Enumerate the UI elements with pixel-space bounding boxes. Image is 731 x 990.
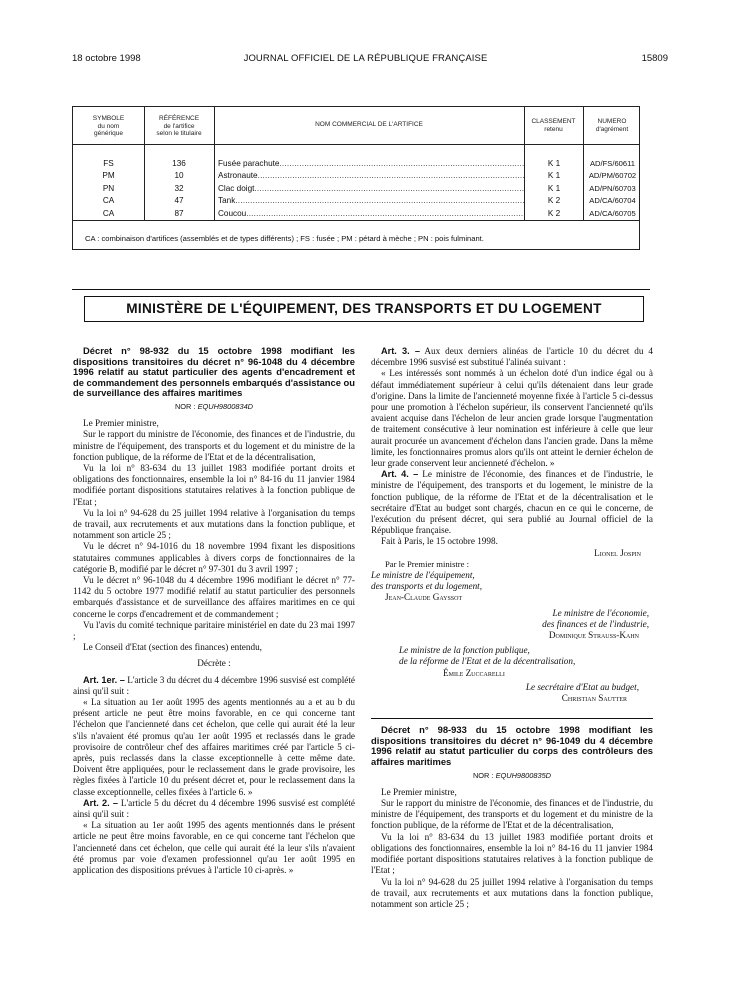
- paragraph: Vu la loi n° 94-628 du 25 juillet 1994 relative à l'organisation du temps de travail, aux recrutements et aux mutations dans la fonction publique, et notamment son article 25 ;: [73, 507, 355, 541]
- article-4: Art. 4. – Le ministre de l'économie, des finances et de l'industrie, le ministre de l'équipement, des transports et du logement, le ministre de la fonction publique, de la réforme de l'Etat et de la décentralisation et le secrétaire d'Etat au budget sont chargés, chacun en ce qui le concerne, de l'exécution du présent décret, qui sera publié au Journal officiel de la République française.: [371, 469, 653, 536]
- minister-economie: Le ministre de l'économie, des finances et de l'industrie,: [542, 607, 649, 629]
- table-cell-nom: Coucou .....: [218, 209, 524, 220]
- table-cell-ref: 87: [174, 209, 184, 218]
- paragraph: Le Premier ministre,: [83, 418, 159, 429]
- article-1: Art. 1er. – L'article 3 du décret du 4 décembre 1996 susvisé est complété ainsi qu'il suit :: [73, 674, 355, 696]
- right-column: [371, 346, 653, 910]
- paragraph: Vu la loi n° 94-628 du 25 juillet 1994 relative à l'organisation du temps de travail, aux recrutements et aux mutations dans la fonction publique, notamment son article 25 ;: [371, 876, 653, 909]
- paragraph: Sur le rapport du ministre de l'économie, des finances et de l'industrie, du ministre de l'équipement, des transports et du logement et du ministre de la fonction publique, de la réforme de l'Etat et de la décentralisation,: [371, 798, 653, 831]
- table-cell-num: AD/PN/60703: [589, 184, 636, 193]
- table-cell-ref: 136: [172, 159, 186, 168]
- page-number: 15809: [641, 53, 668, 64]
- table-cell-cls: K 2: [547, 196, 561, 205]
- header-numero: NUMERO d'agrément: [595, 118, 629, 133]
- table-cell-sym: PN: [102, 184, 115, 193]
- minister-fonction-publique: Le ministre de la fonction publique, de la réforme de l'Etat et de la décentralisation,: [399, 645, 576, 667]
- table-cell-nom: Tank .....: [218, 196, 524, 207]
- table-cell-ref: 32: [174, 184, 184, 193]
- table-cell-nom: Clac doigt .....: [218, 184, 524, 195]
- header-reference: RÉFÉRENCE de l'artifice selon le titulaire: [156, 115, 202, 137]
- decree2-title: Décret n° 98-933 du 15 octobre 1998 modifiant les dispositions transitoires du décret n° 96-1049 du 4 décembre 1996 relatif au statut particulier du corps des contrôleurs des affaires maritimes: [371, 724, 653, 768]
- decree1-title: Décret n° 98-932 du 15 octobre 1998 modifiant les dispositions transitoires du décret n° 96-1048 du 4 décembre 1996 relatif au statut particulier des agents d'encadrement et de commandement des personnels embarqués d'assistance ou de surveillance des affaires maritimes: [73, 345, 356, 399]
- table-cell-sym: FS: [103, 159, 114, 168]
- decree1-nor: NOR : EQUH9800834D: [174, 401, 254, 411]
- artifice-table: [72, 106, 640, 250]
- article-3-quote: « Les intéressés sont nommés à un échelon doté d'un indice égal ou à défaut immédiatement supérieur à celui qu'ils détenaient dans leur grade d'origine. Dans la limite de l'ancienneté moyenne fixée à l'article 5 ci-dessus pour une promotion à l'échelon supérieur, ils conservent l'ancienneté qu'ils avaient acquise dans l'échelon de leur ancien grade lorsque l'augmentation de traitement consécutive à leur nomination est inférieure à celle que leur aurait procurée un avancement d'échelon dans l'ancien grade. Dans la même limite, les fonctionnaires promus alors qu'ils ont atteint le dernier échelon de leur grade conservent leur ancienneté d'échelon. »: [371, 368, 653, 469]
- table-cell-sym: CA: [102, 196, 115, 205]
- header-symbole: SYMBOLE du nom générique: [92, 115, 125, 137]
- done-date: Fait à Paris, le 15 octobre 1998.: [381, 536, 498, 547]
- paragraph: Vu le décret n° 94-1016 du 18 novembre 1994 fixant les dispositions statutaires communes applicables à divers corps de fonctionnaires de la catégorie B, modifié par le décret n° 97-301 du 3 avril 1997 ;: [73, 541, 355, 574]
- table-cell-num: AD/CA/60704: [589, 196, 636, 205]
- table-cell-num: AD/PM/60702: [588, 171, 637, 180]
- table-cell-sym: PM: [102, 171, 115, 180]
- table-cell-cls: K 1: [547, 171, 561, 180]
- issue-date: 18 octobre 1998: [72, 53, 141, 64]
- ministry-banner: MINISTÈRE DE L'ÉQUIPEMENT, DES TRANSPORTS ET DU LOGEMENT: [84, 296, 644, 322]
- table-cell-num: AD/FS/60611: [589, 159, 636, 168]
- minister-fonction-publique-name: Émile Zuccarelli: [443, 667, 505, 678]
- paragraph: Vu la loi n° 83-634 du 13 juillet 1983 modifiée portant droits et obligations des fonctionnaires, ensemble la loi n° 84-16 du 11 janvier 1984 modifiée portant dispositions statutaires relatives à la fonction publique de l'Etat ;: [73, 462, 355, 507]
- left-column: [73, 346, 355, 876]
- pm-signature: Lionel Jospin: [594, 547, 641, 558]
- table-cell-sym: CA: [102, 209, 115, 218]
- minister-equipement: Le ministre de l'équipement, des transports et du logement,: [371, 570, 483, 592]
- article-1-quote: « La situation au 1er août 1995 des agents mentionnés au a et au b du présent article ne peut être moins favorable, en ce qui concerne tant l'échelon que l'ancienneté dans cet échelon, que celle qui aurait été la leur s'ils n'avaient été promus qu'au 1er août 1995 et reclassés dans le grade provisoire de contrôleur chef des affaires maritimes créé par l'article 5 ci-après, puis reclassés dans la classe exceptionnelle à cette même date. Doivent être appliquées, pour le reclassement dans le grade provisoire, les règles fixées à l'article 10 du présent décret et, pour le reclassement dans la classe exceptionnelle, celles fixées à l'article 6. »: [73, 697, 355, 797]
- table-cell-num: AD/CA/60705: [589, 209, 636, 218]
- table-cell-nom: Fusée parachute .....: [218, 159, 524, 170]
- header-classement: CLASSEMENT retenu: [531, 118, 576, 133]
- table-cell-nom: Astronaute .....: [218, 171, 524, 182]
- article-2: Art. 2. – L'article 5 du décret du 4 décembre 1996 susvisé est complété ainsi qu'il suit :: [73, 797, 355, 820]
- paragraph: Vu le décret n° 96-1048 du 4 décembre 1996 modifiant le décret n° 77-1142 du 5 octobre 1977 modifié relatif au statut particulier des personnels embarqués d'assistance et de surveillance des affaires maritimes en ce qui concerne le corps d'encadrement et de commandement ;: [73, 575, 355, 619]
- table-cell-cls: K 1: [547, 159, 561, 168]
- paragraph: Le Premier ministre,: [381, 786, 457, 797]
- paragraph: Vu l'avis du comité technique paritaire ministériel en date du 23 mai 1997 ;: [73, 619, 355, 642]
- paragraph: Vu la loi n° 83-634 du 13 juillet 1983 modifiée portant droits et obligations des fonctionnaires, ensemble la loi n° 84-16 du 11 janvier 1984 modifiée portant dispositions statutaires relatives à la fonction publique de l'Etat ;: [371, 831, 653, 876]
- header-nom: NOM COMMERCIAL DE L'ARTIFICE: [315, 121, 423, 128]
- paragraph: Le Conseil d'Etat (section des finances) entendu,: [83, 642, 262, 653]
- separator-rule: [72, 289, 650, 290]
- table-cell-cls: K 2: [547, 209, 561, 218]
- paragraph: Sur le rapport du ministre de l'économie, des finances et de l'industrie, du ministre de l'équipement, des transports et du logement et du ministre de la fonction publique, de la réforme de l'Etat et de la décentralisation,: [73, 429, 355, 462]
- table-cell-cls: K 1: [547, 184, 561, 193]
- article-3: Art. 3. – Aux deux derniers alinéas de l'article 10 du décret du 4 décembre 1996 susvisé est substitué l'alinéa suivant :: [371, 346, 653, 368]
- journal-title: JOURNAL OFFICIEL DE LA RÉPUBLIQUE FRANÇAISE: [243, 53, 488, 64]
- minister-equipement-name: Jean-Claude Gayssot: [385, 592, 463, 603]
- par-le-premier-ministre: Par le Premier ministre :: [385, 558, 470, 569]
- decrete: Décrète :: [197, 658, 231, 669]
- decree2-nor: NOR : EQUH9800835D: [472, 770, 552, 780]
- secretaire-budget-name: Christian Sautter: [561, 693, 627, 704]
- secretaire-budget: Le secrétaire d'Etat au budget,: [525, 681, 639, 692]
- article-2-quote: « La situation au 1er août 1995 des agents mentionnés dans le présent article ne peut être moins favorable, en ce qui concerne tant l'échelon que l'ancienneté dans cet échelon, que celle qui aurait été la leur s'ils n'avaient été promus par voie d'examen professionnel qu'au 1er août 1995 en application des dispositions prévues à l'article 10 ci-après. »: [73, 820, 355, 876]
- table-cell-ref: 47: [174, 196, 184, 205]
- table-footnote: CA : combinaison d'artifices (assemblés et de types différents) ; FS : fusée ; PM : pétard à mèche ; PN : pois fulminant.: [85, 234, 484, 243]
- table-cell-ref: 10: [174, 171, 184, 180]
- minister-economie-name: Dominique Strauss-Kahn: [548, 630, 639, 641]
